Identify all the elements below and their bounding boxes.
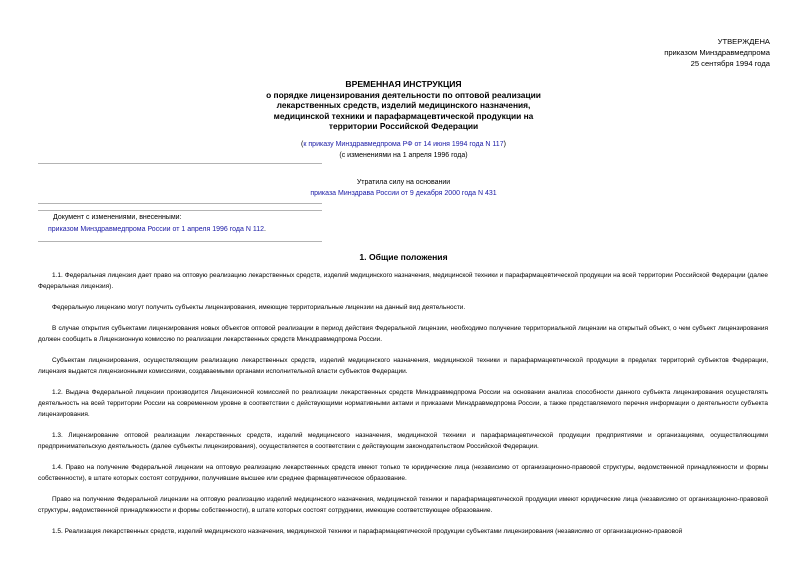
changes-label: Документ с изменениями, внесенными: <box>53 214 182 221</box>
paragraph: Федеральную лицензию могут получить субъекты лицензирования, имеющие территориальные лицензии на данный вид деятельности. <box>52 304 466 311</box>
divider <box>38 203 322 204</box>
approval-line-1: УТВЕРЖДЕНА <box>717 37 770 46</box>
order-link[interactable]: к приказу Минздравмедпрома РФ от 14 июня 1994 года N 117 <box>303 141 504 148</box>
title-line-1: ВРЕМЕННАЯ ИНСТРУКЦИЯ <box>345 79 462 89</box>
section-title: 1. Общие положения <box>359 252 448 262</box>
open-paren: ( <box>301 141 304 148</box>
title-line-3: лекарственных средств, изделий медицинского назначения, <box>276 100 531 110</box>
approval-line-2: приказом Минздравмедпрома <box>664 48 770 57</box>
lost-force-note: Утратила силу на основании <box>356 179 451 186</box>
approval-stamp <box>664 36 770 69</box>
lost-force-link[interactable]: приказа Минздрава России от 9 декабря 2000 года N 431 <box>310 190 497 197</box>
changes-reference <box>38 224 266 236</box>
changes-box <box>38 212 266 236</box>
paragraph: Право на получение Федеральной лицензии на оптовую реализацию изделий медицинского назначения, медицинской техники и парафармацевтической продукции имеют юридические лица (независимо от организационно-правовой структуры, ведомственной принадлежности и формы собственности), в штате которых состоят сотрудники, имеющие соответствующее образование. <box>38 496 768 514</box>
divider <box>38 241 322 242</box>
approval-line-3: 25 сентября 1994 года <box>690 59 770 68</box>
close-paren: ) <box>503 141 506 148</box>
title-line-4: медицинской техники и парафармацевтической продукции на <box>273 110 534 121</box>
lost-force-reference <box>0 189 807 199</box>
changes-link[interactable]: приказом Минздравмедпрома России от 1 апреля 1996 года N 112 <box>48 226 264 233</box>
paragraph: 1.3. Лицензирование оптовой реализации лекарственных средств, изделий медицинского назначения, медицинской техники и парафармацевтической продукции предприятиями и организациями, осуществляющими предпринимательскую деятельность (далее субъекты лицензирования), осуществляется в соответствии с действующим законодательством Российской Федерации. <box>38 432 768 450</box>
paragraph: 1.4. Право на получение Федеральной лицензии на оптовую реализацию лекарственных средств имеют только те юридические лица (независимо от организационно-правовой структуры, ведомственной принадлежности и формы собственности), в штате которых состоят сотрудники, получившие высшее или среднее фармацевтическое образование. <box>38 464 768 482</box>
document-body <box>38 270 768 547</box>
divider <box>38 163 322 164</box>
changes-period: . <box>264 226 266 233</box>
paragraph: В случае открытия субъектами лицензирования новых объектов оптовой реализации в период действия Федеральной лицензии, необходимо получение территориальной лицензии на открытый объект, о чем субъект лицензирования должен сообщить в Лицензионную комиссию по реализации лекарственных средств Минздравмедпрома России. <box>38 325 768 343</box>
title-line-2: о порядке лицензирования деятельности по оптовой реализации <box>266 89 541 100</box>
paragraph: 1.2. Выдача Федеральной лицензии производится Лицензионной комиссией по реализации лекарственных средств Минздравмедпрома России на основании анализа способности данного субъекта лицензирования осуществлять деятельность на всей территории России на современном уровне в соответствии с действующими нормативными актами и приказами Минздравмедпрома России, а также представляемого перечня информации о деятельности субъекта лицензирования. <box>38 389 768 418</box>
paragraph: 1.5. Реализация лекарственных средств, изделий медицинского назначения, медицинской техники и парафармацевтической продукции субъектами лицензирования (независимо от организационно-правовой <box>52 528 683 535</box>
paragraph: 1.1. Федеральная лицензия дает право на оптовую реализацию лекарственных средств, изделий медицинского назначения, медицинской техники и парафармацевтической продукции на всей территории Российской Федерации (далее Федеральная лицензия). <box>38 272 768 290</box>
amended-note: (с изменениями на 1 апреля 1996 года) <box>339 152 468 159</box>
document-title <box>0 79 807 132</box>
paragraph: Субъектам лицензирования, осуществляющим реализацию лекарственных средств, изделий медицинского назначения, медицинской техники и парафармацевтической продукции в пределах территорий субъектов Федерации, лицензия выдается лицензионными комиссиями, создаваемыми органами исполнительной власти субъектов Федерации. <box>38 357 768 375</box>
divider <box>38 210 322 211</box>
order-reference <box>0 140 807 150</box>
title-line-5: территории Российской Федерации <box>328 121 479 131</box>
